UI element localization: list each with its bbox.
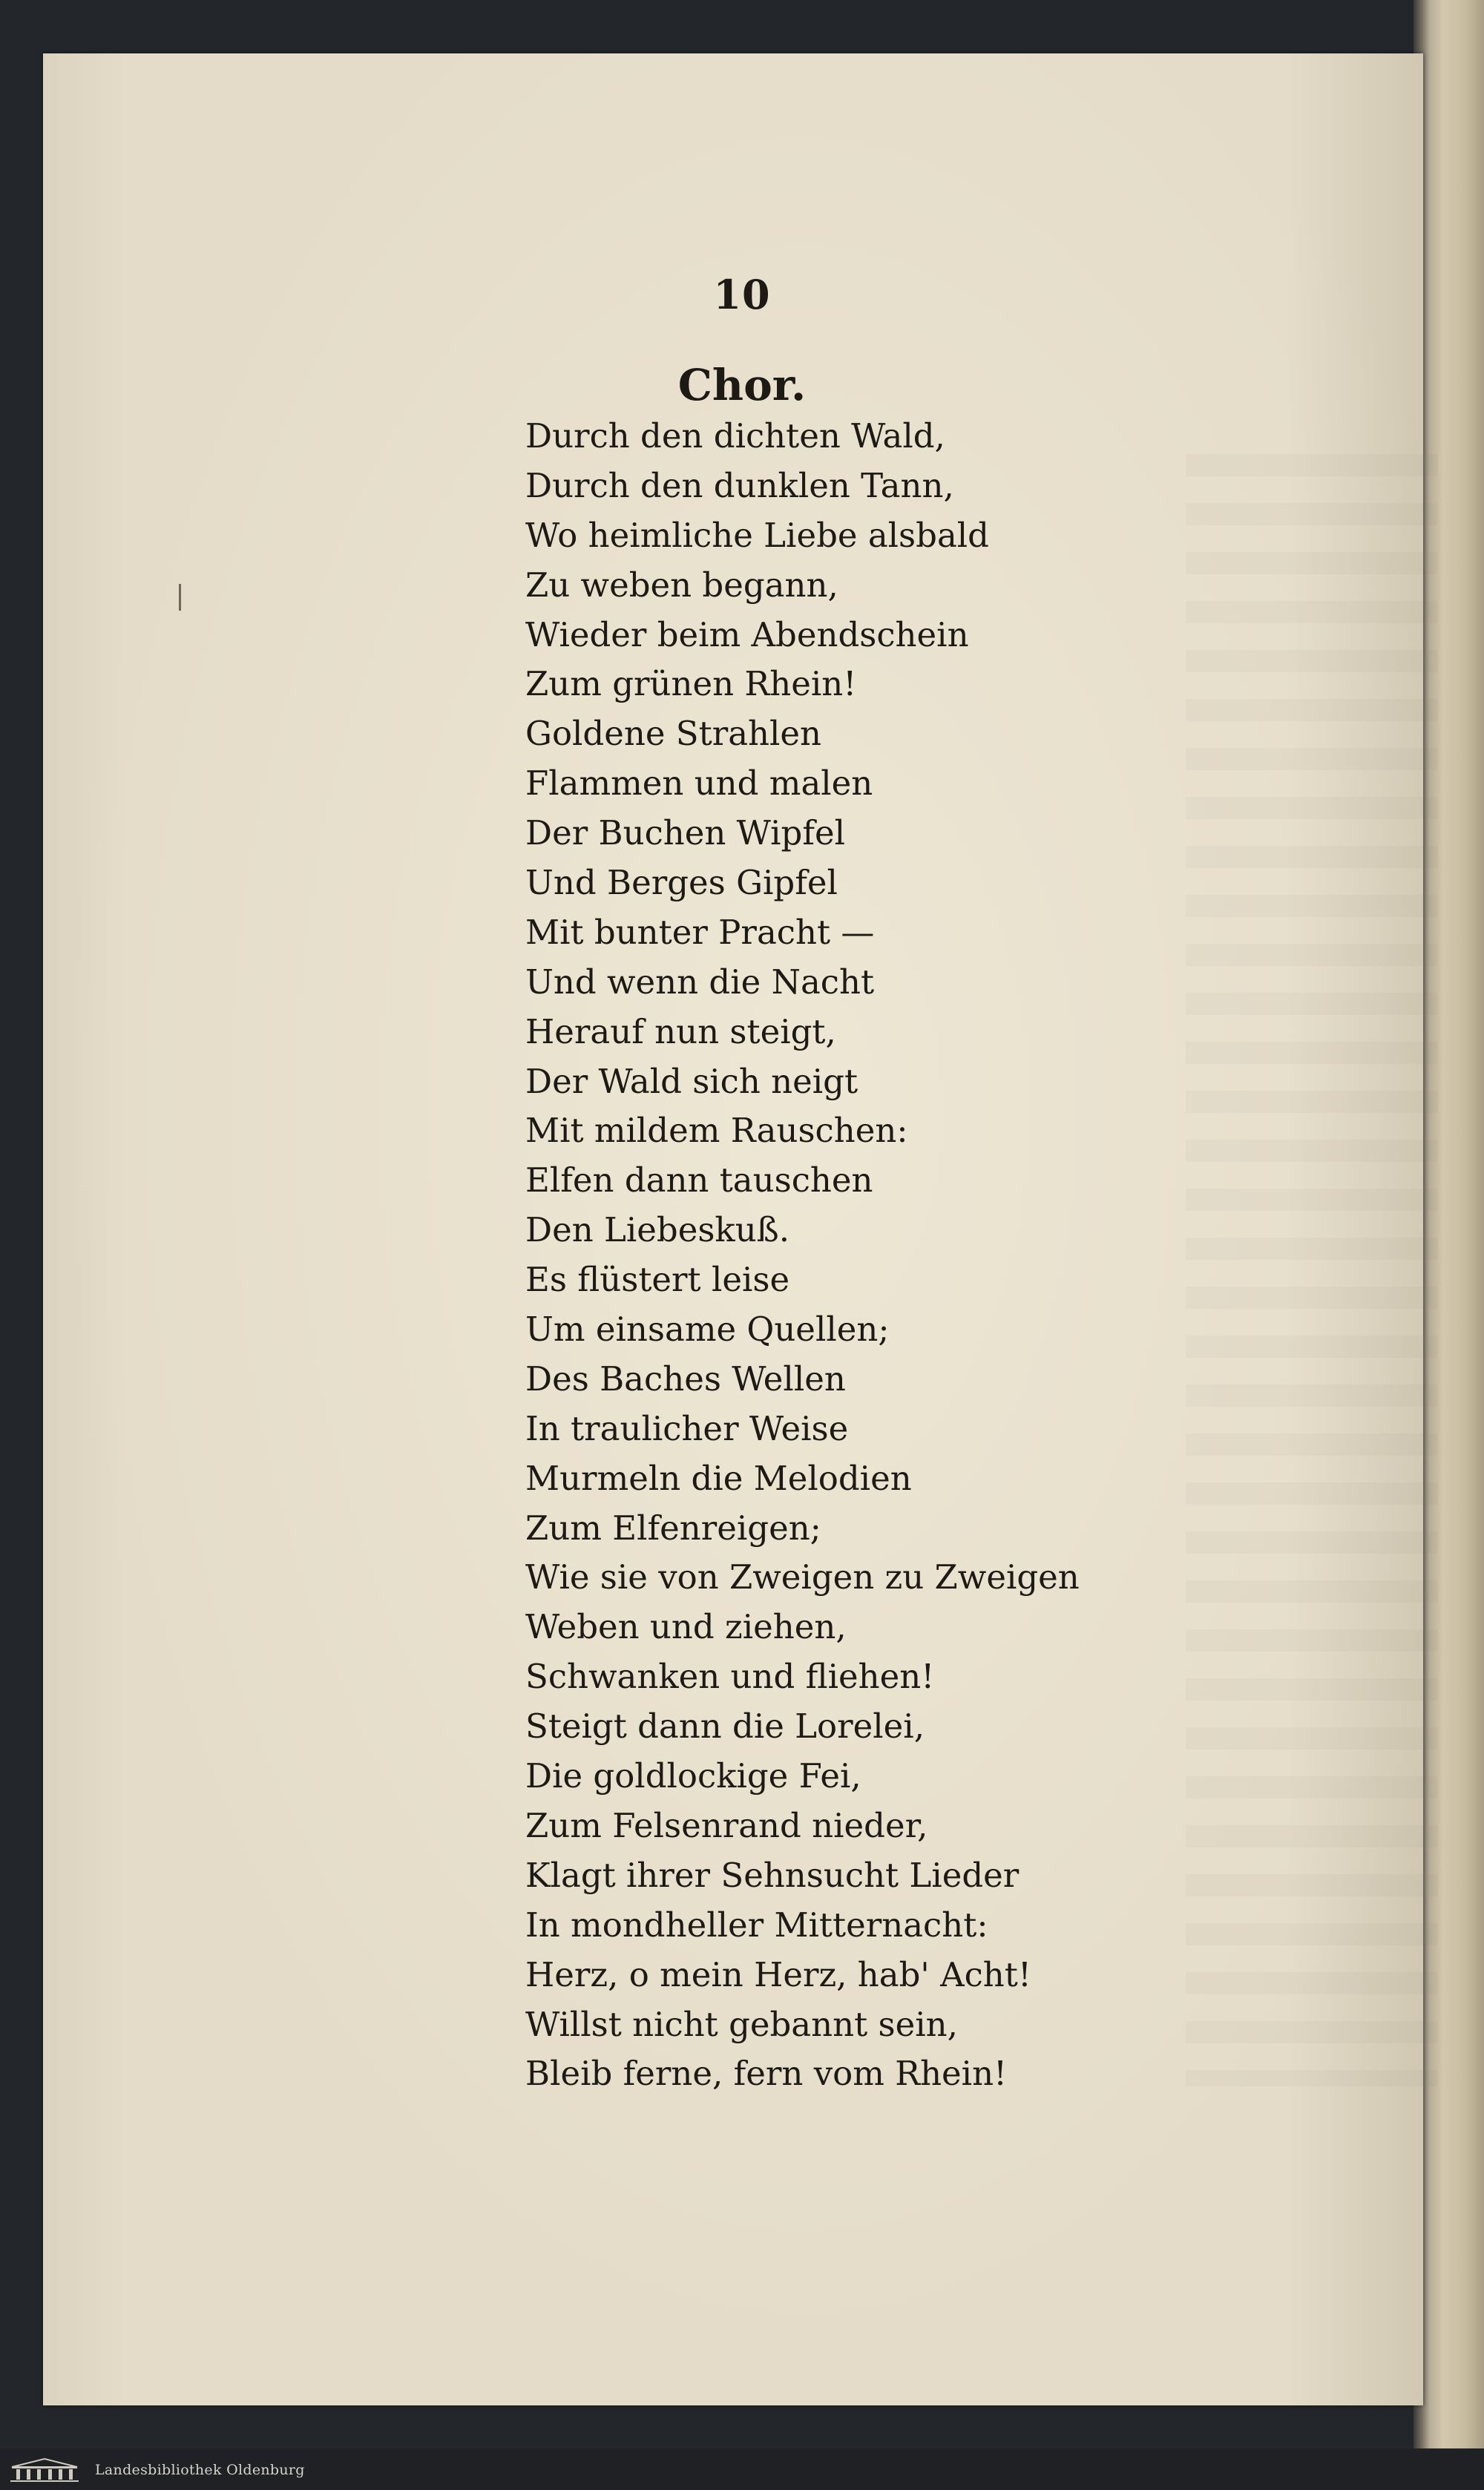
verse-line: Und wenn die Nacht [525, 962, 875, 1002]
verse-line: Durch den dichten Wald, [525, 416, 945, 456]
page-number: 10 [713, 271, 771, 318]
verse-line: In mondheller Mitternacht: [525, 1905, 988, 1945]
margin-mark [179, 584, 181, 611]
verse-line: Die goldlockige Fei, [525, 1756, 861, 1796]
verse-line: Zum Elfenreigen; [525, 1508, 821, 1548]
verse-line: Herz, o mein Herz, hab' Acht! [525, 1954, 1031, 1994]
verse-line: Bleib ferne, fern vom Rhein! [525, 2054, 1008, 2094]
verse-line: Um einsame Quellen; [525, 1310, 890, 1350]
verse-line: Zum grünen Rhein! [525, 664, 857, 704]
verse-line: Flammen und malen [525, 763, 873, 804]
verse-line: Mit bunter Pracht — [525, 912, 875, 952]
verse-line: Steigt dann die Lorelei, [525, 1706, 925, 1747]
verse-line: Zum Felsenrand nieder, [525, 1805, 928, 1845]
verse-line: Den Liebeskuß. [525, 1210, 790, 1250]
verse-line: Wo heimliche Liebe alsbald [525, 515, 989, 555]
library-building-icon [7, 2457, 82, 2483]
verse-line: Murmeln die Melodien [525, 1458, 912, 1498]
library-name: Landesbibliothek Oldenburg [95, 2462, 305, 2478]
verse-line: Schwanken und fliehen! [525, 1657, 935, 1697]
verse-line: Willst nicht gebannt sein, [525, 2004, 958, 2044]
verse-line: Herauf nun steigt, [525, 1011, 836, 1051]
verse-line: Es flüstert leise [525, 1260, 790, 1300]
page-heading: Chor. [677, 360, 807, 410]
verse-line: Klagt ihrer Sehnsucht Lieder [525, 1855, 1020, 1895]
verse-line: Wieder beim Abendschein [525, 614, 969, 654]
verse-line: Elfen dann tauschen [525, 1160, 873, 1200]
verse-line: Durch den dunklen Tann, [525, 465, 954, 505]
verse-line: Und Berges Gipfel [525, 863, 838, 903]
verse-text [525, 412, 1080, 2099]
verse-line: Des Baches Wellen [525, 1359, 846, 1399]
verse-line: Goldene Strahlen [525, 714, 822, 754]
verse-line: Zu weben begann, [525, 565, 838, 605]
verse-line: Der Wald sich neigt [525, 1061, 858, 1101]
verse-line: Mit mildem Rauschen: [525, 1111, 908, 1151]
verse-line: Weben und ziehen, [525, 1607, 847, 1647]
verse-line: Wie sie von Zweigen zu Zweigen [525, 1557, 1080, 1597]
verse-line: Der Buchen Wipfel [525, 813, 846, 853]
bleed-through-texture [1186, 454, 1438, 2086]
verse-line: In traulicher Weise [525, 1408, 849, 1448]
